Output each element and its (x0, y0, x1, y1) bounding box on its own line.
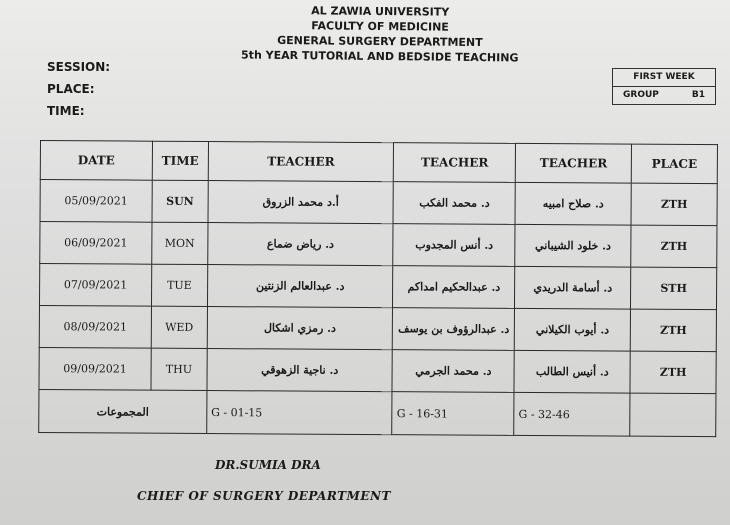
department-name: GENERAL SURGERY DEPARTMENT (277, 33, 483, 50)
teacher-cell: د. محمد الجرمي (392, 350, 514, 393)
week-group-box (612, 68, 716, 105)
teacher-cell: د. أنس المجدوب (393, 224, 515, 267)
place-cell: ZTH (630, 351, 716, 394)
time-label: TIME: (47, 104, 85, 118)
header-teacher-3: TEACHER (515, 143, 631, 183)
place-cell: STH (631, 267, 717, 310)
faculty-name: FACULTY OF MEDICINE (311, 19, 449, 34)
place-label: PLACE: (47, 82, 95, 96)
group-value: B1 (691, 90, 705, 100)
header-place: PLACE (631, 144, 717, 184)
teacher-cell: د. عبدالرؤوف بن يوسف (393, 308, 515, 351)
header-date: DATE (40, 141, 152, 181)
group-range-3: G - 32-46 (514, 392, 630, 436)
header-teacher-2: TEACHER (394, 143, 516, 183)
group-row (613, 87, 715, 104)
document-header (230, 2, 531, 65)
teacher-cell: د. محمد الفكب (393, 182, 515, 225)
place-cell: ZTH (630, 309, 716, 352)
groups-label: المجموعات (39, 389, 207, 433)
course-title: 5th YEAR TUTORIAL AND BEDSIDE TEACHING (241, 48, 519, 65)
table-row (39, 305, 716, 351)
empty-cell (630, 393, 716, 437)
university-name: AL ZAWIA UNIVERSITY (311, 4, 450, 19)
day-cell: THU (151, 348, 207, 390)
session-label: SESSION: (47, 60, 111, 74)
teacher-cell: د. عبدالعالم الزنتين (207, 265, 393, 308)
teacher-cell: د. عبدالحكيم امداكم (393, 266, 515, 309)
teacher-cell: د. صلاح امبيه (515, 182, 631, 225)
day-cell: SUN (152, 180, 208, 222)
teacher-cell: د. أنيس الطالب (514, 350, 630, 393)
group-range-1: G - 01-15 (206, 391, 392, 435)
table-row (40, 222, 717, 268)
date-cell: 06/09/2021 (40, 222, 152, 265)
header-time: TIME (152, 141, 208, 180)
day-cell: MON (152, 222, 208, 264)
date-cell: 07/09/2021 (39, 264, 151, 307)
table-row (40, 180, 717, 226)
date-cell: 05/09/2021 (40, 180, 152, 223)
teacher-cell: د. خلود الشيباني (515, 224, 631, 267)
group-range-2: G - 16-31 (392, 392, 514, 436)
groups-row (39, 389, 716, 436)
group-label: GROUP (623, 90, 659, 100)
teacher-cell: د. رمزي اشكال (207, 307, 393, 350)
day-cell: WED (151, 306, 207, 348)
week-label: FIRST WEEK (613, 69, 715, 87)
table-header-row (40, 141, 717, 184)
schedule-table (38, 140, 718, 437)
date-cell: 09/09/2021 (39, 347, 151, 390)
teacher-cell: د. ناجية الزهوقي (207, 349, 393, 392)
teacher-cell: أ.د محمد الزروق (208, 181, 394, 224)
signatory-title: CHIEF OF SURGERY DEPARTMENT (137, 489, 391, 503)
teacher-cell: د. أسامة الدريدي (515, 266, 631, 309)
place-cell: ZTH (631, 183, 717, 226)
date-cell: 08/09/2021 (39, 305, 151, 348)
teacher-cell: د. أيوب الكيلاني (514, 308, 630, 351)
teacher-cell: د. رياض ضماع (208, 223, 394, 266)
header-teacher-1: TEACHER (208, 142, 394, 182)
table-row (39, 264, 716, 310)
day-cell: TUE (151, 264, 207, 306)
table-row (39, 347, 716, 393)
place-cell: ZTH (631, 225, 717, 268)
signatory-name: DR.SUMIA DRA (215, 458, 321, 472)
